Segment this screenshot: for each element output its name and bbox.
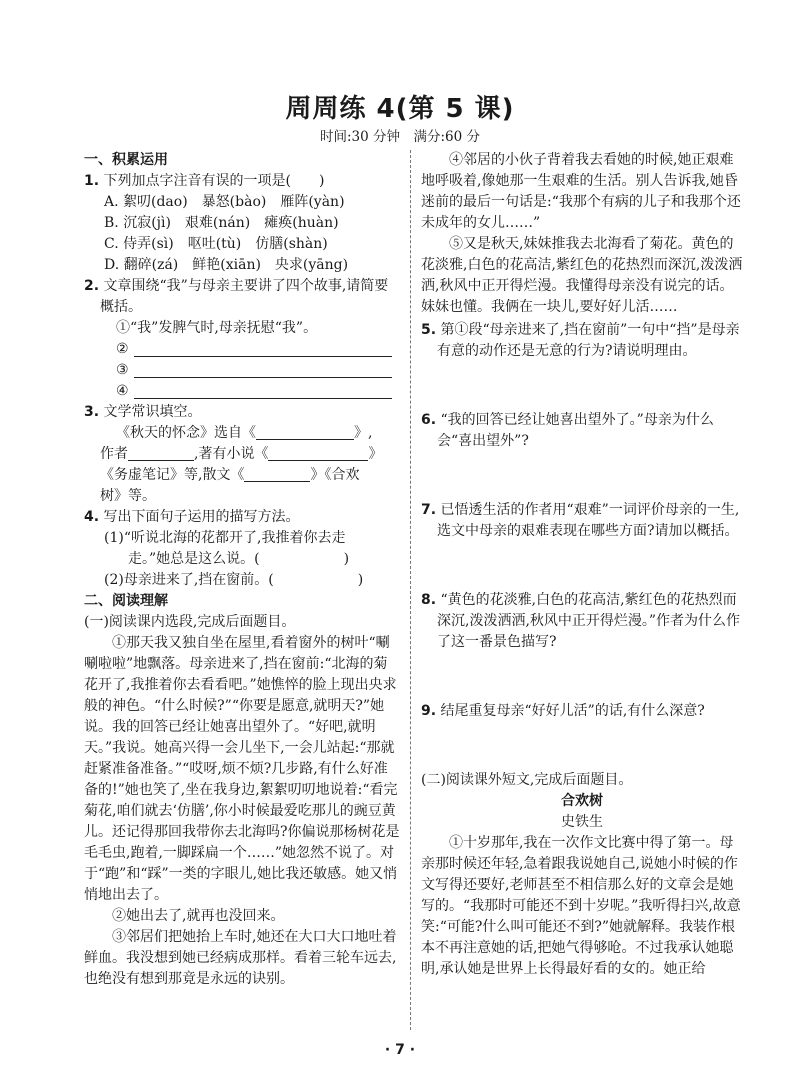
question-1 bbox=[84, 171, 400, 192]
question-text: 写出下面句子运用的描写方法。 bbox=[103, 509, 300, 525]
fill-text: 》 bbox=[368, 446, 383, 462]
answer-line-4 bbox=[84, 381, 400, 402]
left-column bbox=[84, 150, 400, 990]
answer-label: ④ bbox=[116, 383, 129, 399]
question-text: 下列加点字注音有误的一项是( ) bbox=[103, 173, 325, 189]
question-number: 7. bbox=[421, 502, 437, 518]
question-number: 4. bbox=[84, 509, 100, 525]
option-c: C. 侍弄(sì) 呕吐(tù) 仿膳(shàn) bbox=[104, 236, 328, 252]
passage-paragraph-4: ④邻居的小伙子背着我去看她的时候,她正艰难地呼吸着,像她那一生艰难的生活。别人告诉我,她昏迷前的最后一句话是:“我那个有病的儿子和我那个还未成年的女儿……” bbox=[421, 152, 741, 231]
question-4 bbox=[84, 507, 400, 528]
question-number: 3. bbox=[84, 404, 100, 420]
fill-text: 》《合欢 bbox=[310, 467, 360, 483]
sentence-1-cont: 走。”她总是这么说。( ) bbox=[128, 551, 350, 567]
question-6 bbox=[421, 410, 743, 452]
article-paragraph-1: ①十岁那年,我在一次作文比赛中得了第一。母亲那时候还年轻,急着跟我说她自己,说她小时候的作文写得还要好,老师甚至不相信那么好的文章会是她写的。“我那时可能还不到十岁呢。”我听得扫兴,故意笑:“可能?什么叫可能还不到?”她就解释。我装作根本不再注意她的话,把她气得够呛。不过我承认她聪明,承认她是世界上长得最好看的女的。她正给 bbox=[421, 835, 741, 977]
question-8 bbox=[421, 590, 743, 653]
column-divider bbox=[410, 150, 411, 1030]
option-d: D. 翻碎(zá) 鲜艳(xiān) 央求(yāng) bbox=[104, 257, 349, 273]
fill-blank[interactable] bbox=[244, 467, 310, 482]
passage-paragraph-5: ⑤又是秋天,妹妹推我去北海看了菊花。黄色的花淡雅,白色的花高洁,紫红色的花热烈而深沉,泼泼洒洒,秋风中正开得烂漫。我懂得母亲没有说完的话。妹妹也懂。我俩在一块儿,要好好儿活…… bbox=[421, 236, 743, 315]
exam-info: 时间:30 分钟 满分:60 分 bbox=[319, 129, 481, 145]
question-text: “我的回答已经让她喜出望外了。”母亲为什么会“喜出望外”? bbox=[437, 412, 714, 449]
article-author: 史铁生 bbox=[561, 814, 603, 830]
fill-text: 作者 bbox=[100, 446, 128, 462]
answer-line-2 bbox=[84, 339, 400, 360]
fill-blank[interactable] bbox=[256, 425, 354, 440]
question-number: 9. bbox=[421, 703, 437, 719]
page-number: · 7 · bbox=[384, 1042, 416, 1058]
sentence-2: (2)母亲进来了,挡在窗前。( ) bbox=[104, 572, 364, 588]
answer-blank[interactable] bbox=[134, 361, 392, 378]
fill-text: 《秋天的怀念》选自《 bbox=[116, 425, 256, 441]
reading-1-intro: (一)阅读课内选段,完成后面题目。 bbox=[84, 614, 296, 630]
passage-paragraph-3: ③邻居们把她抬上车时,她还在大口大口地吐着鲜血。我没想到她已经病成那样。看着三轮车远去,也绝没有想到那竟是永远的诀别。 bbox=[84, 929, 397, 987]
question-text: 已悟透生活的作者用“艰难”一词评价母亲的一生,选文中母亲的艰难表现在哪些方面?请加以概括。 bbox=[437, 502, 740, 539]
fill-text: 《务虚笔记》等,散文《 bbox=[100, 467, 245, 483]
fill-line-1 bbox=[84, 423, 400, 444]
question-text: “黄色的花淡雅,白色的花高洁,紫红色的花热烈而深沉,泼泼洒洒,秋风中正开得烂漫。”作者为什么作了这一番景色描写? bbox=[437, 592, 741, 650]
section-heading-accumulation: 一、积累运用 bbox=[84, 152, 168, 168]
article-title: 合欢树 bbox=[561, 793, 603, 809]
fill-blank[interactable] bbox=[268, 446, 368, 461]
passage-paragraph-1: ①那天我又独自坐在屋里,看着窗外的树叶“唰唰啦啦”地飘落。母亲进来了,挡在窗前:“北海的菊花开了,我推着你去看看吧。”她憔悴的脸上现出央求般的神色。“什么时候?”“你要是愿意,就明天?”她说。我的回答已经让她喜出望外了。“好吧,就明天。”我说。她高兴得一会儿坐下,一会儿站起:“那就赶紧准备准备。”“哎呀,烦不烦?几步路,有什么好准备的!”她也笑了,坐在我身边,絮絮叨叨地说着:“看完菊花,咱们就去‘仿膳’,你小时候最爱吃那儿的豌豆黄儿。还记得那回我带你去北海吗?你偏说那杨树花是毛毛虫,跑着,一脚踩扁一个……”她忽然不说了。对于“跑”和“踩”一类的字眼儿,她比我还敏感。她又悄悄地出去了。 bbox=[84, 635, 400, 903]
passage-paragraph-2: ②她出去了,就再也没回来。 bbox=[112, 908, 285, 924]
question-2 bbox=[84, 276, 400, 318]
question-text: 文章围绕“我”与母亲主要讲了四个故事,请简要概括。 bbox=[100, 278, 389, 315]
question-number: 6. bbox=[421, 412, 437, 428]
question-number: 5. bbox=[421, 322, 437, 338]
question-text: 结尾重复母亲“好好儿活”的话,有什么深意? bbox=[440, 703, 705, 719]
question-3 bbox=[84, 402, 400, 423]
reading-2-intro: (二)阅读课外短文,完成后面题目。 bbox=[421, 772, 633, 788]
section-heading-reading: 二、阅读理解 bbox=[84, 593, 168, 609]
answer-example: ①“我”发脾气时,母亲抚慰“我”。 bbox=[116, 320, 318, 336]
question-5 bbox=[421, 320, 743, 362]
answer-label: ③ bbox=[116, 362, 129, 378]
option-b: B. 沉寂(jì) 艰难(nán) 瘫痪(huàn) bbox=[104, 215, 339, 231]
fill-text: 》, bbox=[354, 425, 373, 441]
question-number: 8. bbox=[421, 592, 437, 608]
answer-label: ② bbox=[116, 341, 129, 357]
question-text: 文学常识填空。 bbox=[103, 404, 202, 420]
right-column bbox=[421, 150, 743, 980]
sentence-1: (1)“听说北海的花都开了,我推着你去走 bbox=[104, 530, 346, 546]
fill-text: ,著有小说《 bbox=[194, 446, 269, 462]
question-text: 第①段“母亲进来了,挡在窗前”一句中“挡”是母亲有意的动作还是无意的行为?请说明理由。 bbox=[437, 322, 740, 359]
question-7 bbox=[421, 500, 743, 542]
fill-blank[interactable] bbox=[128, 446, 194, 461]
fill-line-2 bbox=[84, 444, 400, 465]
question-number: 1. bbox=[84, 173, 100, 189]
answer-blank[interactable] bbox=[134, 340, 392, 357]
fill-line-4: 树》等。 bbox=[100, 488, 156, 504]
option-a: A. 絮叨(dao) 暴怒(bào) 雁阵(yàn) bbox=[104, 194, 345, 210]
page-title: 周周练 4(第 5 课) bbox=[285, 94, 515, 124]
question-number: 2. bbox=[84, 278, 100, 294]
answer-line-3 bbox=[84, 360, 400, 381]
question-9 bbox=[421, 701, 743, 722]
fill-line-3 bbox=[84, 465, 400, 486]
answer-blank[interactable] bbox=[134, 382, 392, 399]
